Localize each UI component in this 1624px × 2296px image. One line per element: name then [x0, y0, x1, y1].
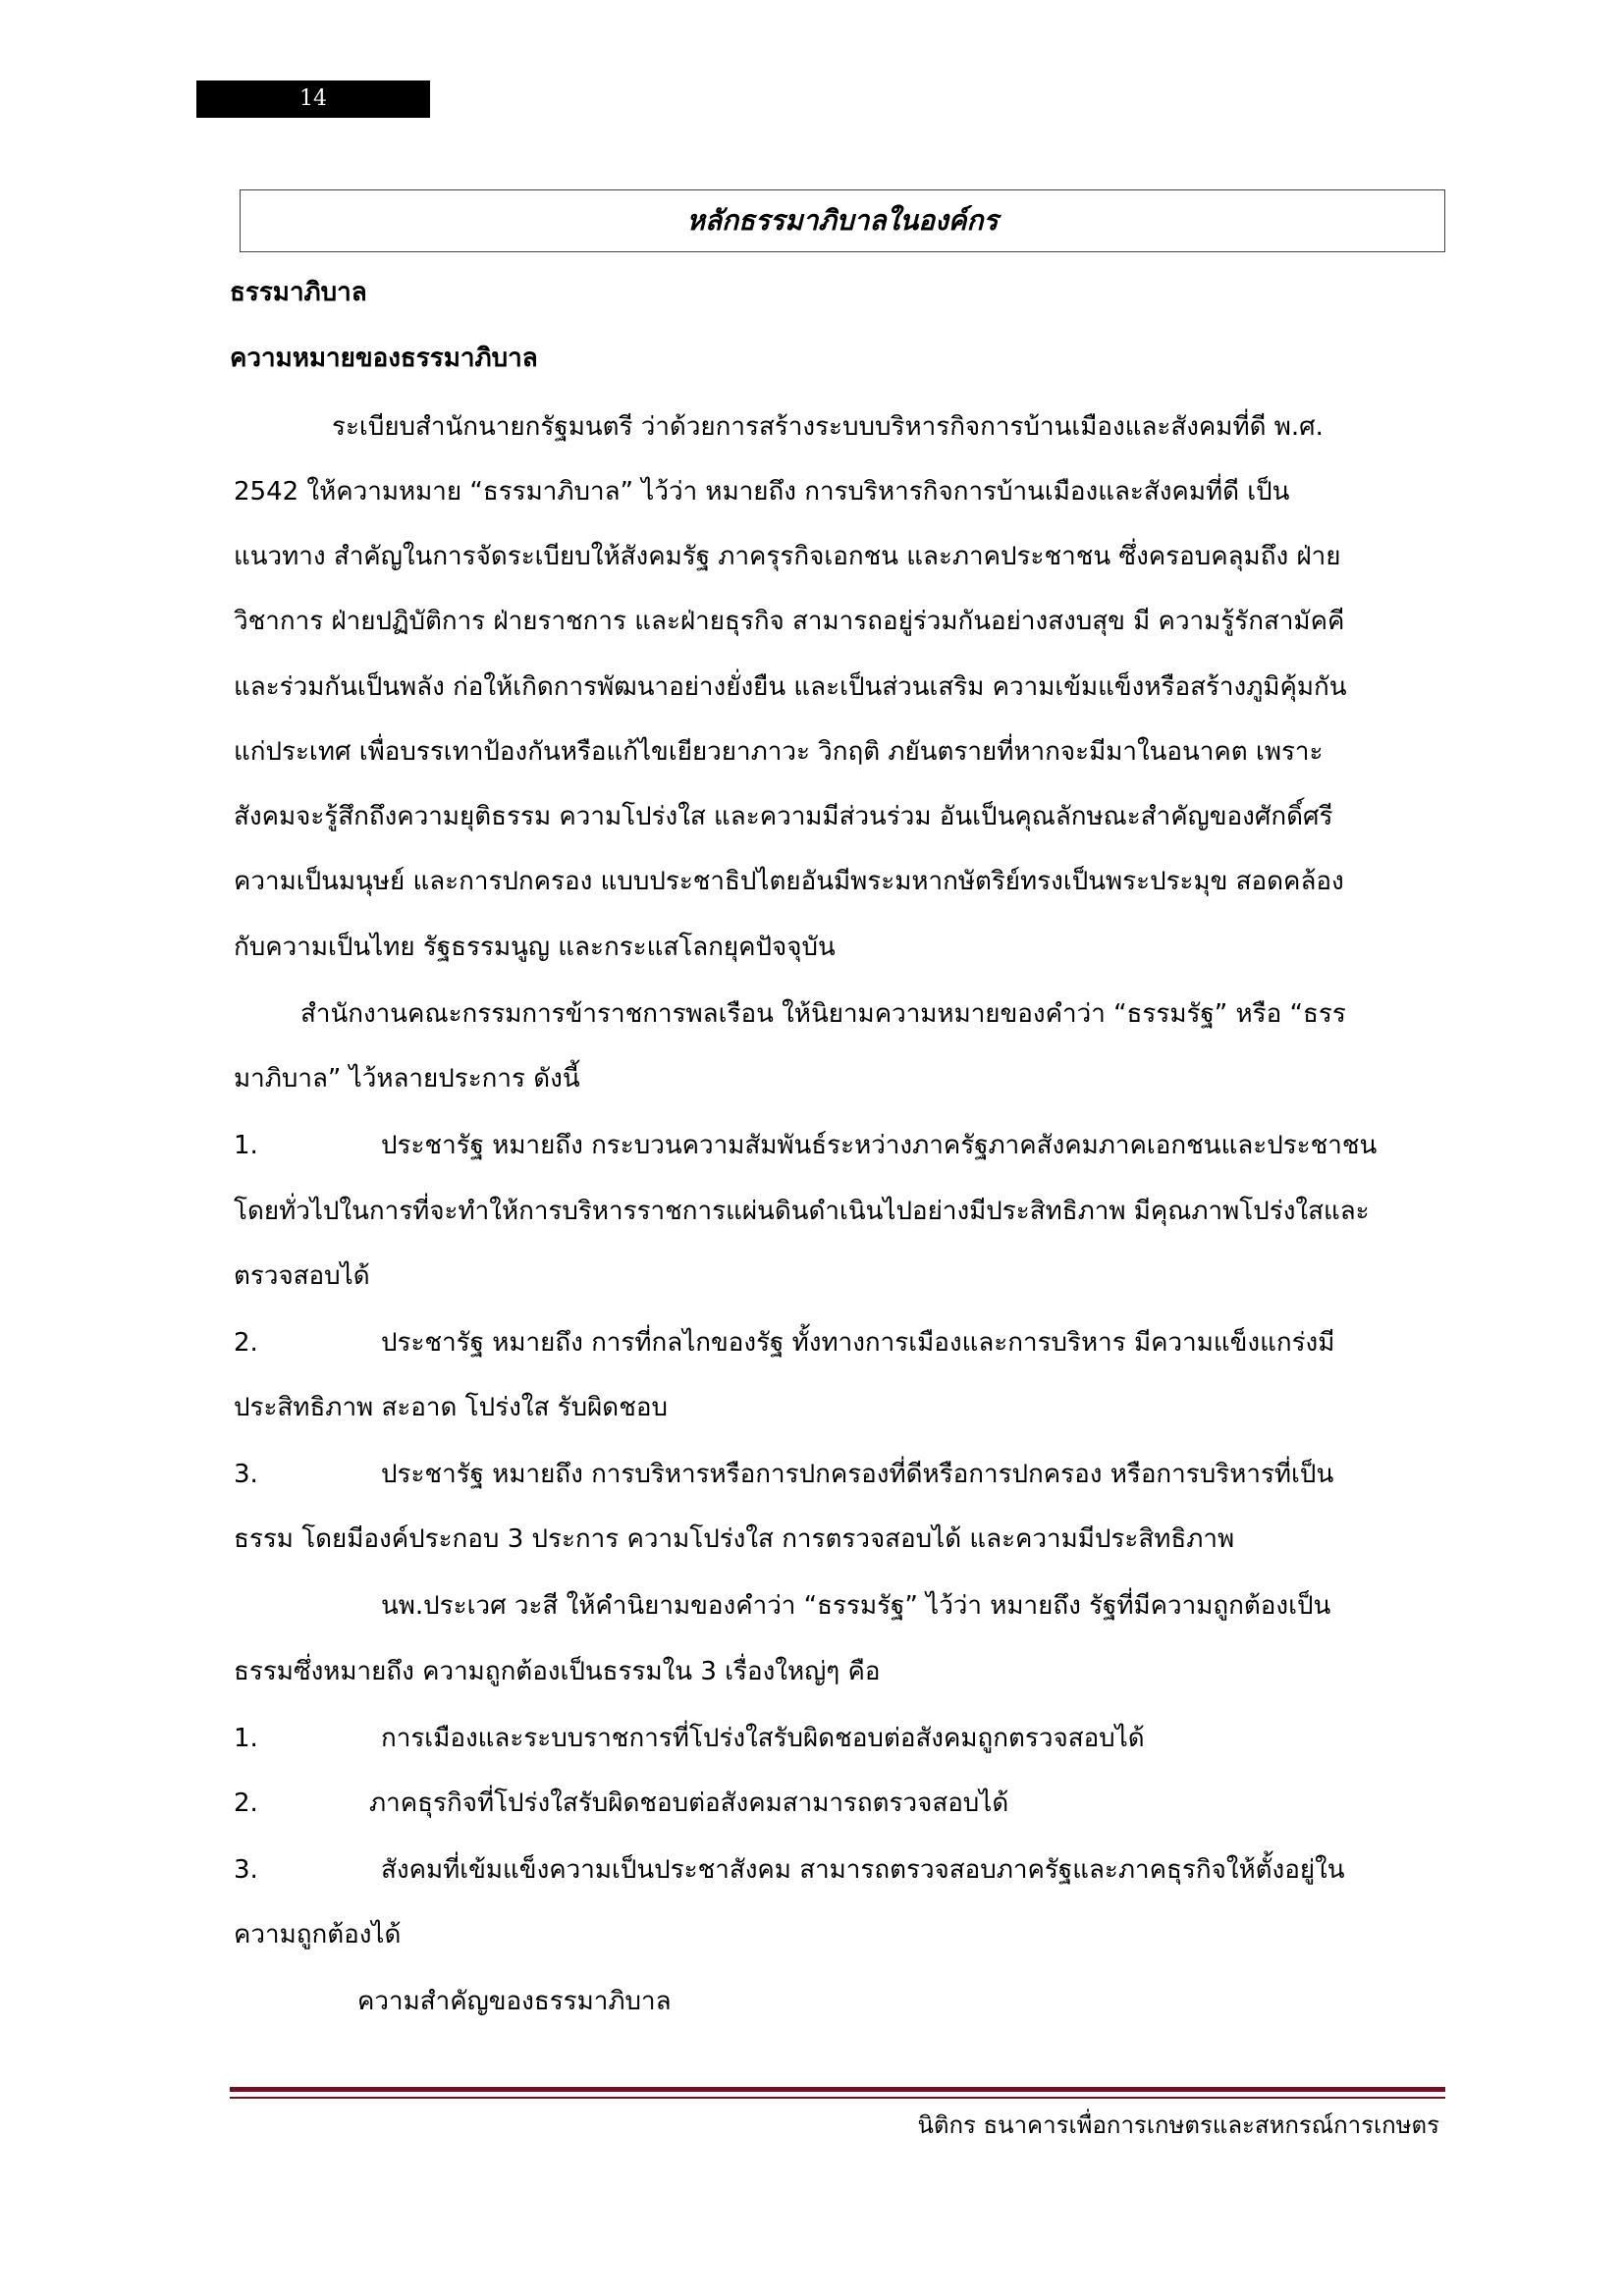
list-item-line: ภาคธุรกิจที่โปร่งใสรับผิดชอบต่อสังคมสามารถตรวจสอบได้ [369, 1789, 1009, 1818]
paragraph-line: นพ.ประเวศ วะสี ให้คำนิยามของคำว่า “ธรรมรัฐ” ไว้ว่า หมายถึง รัฐที่มีความถูกต้องเป็น [381, 1591, 1331, 1621]
heading-good-governance: ธรรมาภิบาล [230, 278, 367, 307]
list-item-line: ความถูกต้องได้ [234, 1920, 402, 1949]
paragraph-line: แก่ประเทศ เพื่อบรรเทาป้องกันหรือแก้ไขเยียวยาภาวะ วิกฤติ ภยันตรายที่หากจะมีมาในอนาคต เพราะ [234, 737, 1324, 767]
footer-rule-thin [230, 2097, 1445, 2099]
paragraph-line: ธรรมซึ่งหมายถึง ความถูกต้องเป็นธรรมใน 3 เรื่องใหญ่ๆ คือ [234, 1657, 881, 1686]
list-item-line: ประชารัฐ หมายถึง กระบวนความสัมพันธ์ระหว่างภาครัฐภาคสังคมภาคเอกชนและประชาชน [381, 1131, 1378, 1160]
paragraph-line: 2542 ให้ความหมาย “ธรรมาภิบาล” ไว้ว่า หมายถึง การบริหารกิจการบ้านเมืองและสังคมที่ดี เป็น [234, 477, 1290, 507]
list-item-line: ประสิทธิภาพ สะอาด โปร่งใส รับผิดชอบ [234, 1393, 668, 1422]
paragraph-line: สำนักงานคณะกรรมการข้าราชการพลเรือน ให้นิยามความหมายของคำว่า “ธรรมรัฐ” หรือ “ธรร [300, 999, 1346, 1029]
list-item-line: โดยทั่วไปในการที่จะทำให้การบริหารราชการแผ่นดินดำเนินไปอย่างมีประสิทธิภาพ มีคุณภาพโปร่งใสและ [234, 1197, 1370, 1226]
list-item-line: ประชารัฐ หมายถึง การบริหารหรือการปกครองที่ดีหรือการปกครอง หรือการบริหารที่เป็น [381, 1460, 1334, 1489]
paragraph-line: วิชาการ ฝ่ายปฏิบัติการ ฝ่ายราชการ และฝ่ายธุรกิจ สามารถอยู่ร่วมกันอย่างสงบสุข มี ความรู้รักสามัคคี [234, 607, 1345, 636]
list-item-line: การเมืองและระบบราชการที่โปร่งใสรับผิดชอบต่อสังคมถูกตรวจสอบได้ [381, 1724, 1145, 1753]
paragraph-line: กับความเป็นไทย รัฐธรรมนูญ และกระแสโลกยุคปัจจุบัน [234, 933, 836, 962]
paragraph-line: ระเบียบสำนักนายกรัฐมนตรี ว่าด้วยการสร้างระบบบริหารกิจการบ้านเมืองและสังคมที่ดี พ.ศ. [332, 412, 1324, 442]
list-item-line: ตรวจสอบได้ [234, 1261, 370, 1291]
paragraph-line: มาภิบาล” ไว้หลายประการ ดังนี้ [234, 1064, 580, 1094]
list-item-line: สังคมที่เข้มแข็งความเป็นประชาสังคม สามารถตรวจสอบภาครัฐและภาคธุรกิจให้ตั้งอยู่ใน [381, 1855, 1345, 1885]
list-item-line: ประชารัฐ หมายถึง การที่กลไกของรัฐ ทั้งทางการเมืองและการบริหาร มีความแข็งแกร่งมี [381, 1328, 1335, 1358]
list-number: 2. [234, 1328, 258, 1358]
list-number: 1. [234, 1724, 258, 1753]
section-title: หลักธรรมาภิบาลในองค์กร [240, 189, 1445, 252]
list-number: 1. [234, 1131, 258, 1160]
list-number: 3. [234, 1460, 258, 1489]
list-number: 2. [234, 1789, 258, 1818]
list-item-line: ธรรม โดยมีองค์ประกอบ 3 ประการ ความโปร่งใส การตรวจสอบได้ และความมีประสิทธิภาพ [234, 1524, 1235, 1554]
paragraph-line: ความเป็นมนุษย์ และการปกครอง แบบประชาธิปไตยอันมีพระมหากษัตริย์ทรงเป็นพระประมุข สอดคล้อง [234, 867, 1344, 896]
heading-meaning: ความหมายของธรรมาภิบาล [230, 344, 538, 373]
list-number: 3. [234, 1855, 258, 1885]
paragraph-line: และร่วมกันเป็นพลัง ก่อให้เกิดการพัฒนาอย่างยั่งยืน และเป็นส่วนเสริม ความเข้มแข็งหรือสร้างภูมิคุ้มกัน [234, 672, 1347, 702]
page-number: 14 [196, 80, 430, 118]
footer-rule [230, 2087, 1445, 2092]
footer-organization: นิติกร ธนาคารเพื่อการเกษตรและสหกรณ์การเกษตร [917, 2111, 1439, 2139]
paragraph-line: สังคมจะรู้สึกถึงความยุติธรรม ความโปร่งใส และความมีส่วนร่วม อันเป็นคุณลักษณะสำคัญของศักดิ์ศรี [234, 802, 1333, 831]
paragraph-line: แนวทาง สำคัญในการจัดระเบียบให้สังคมรัฐ ภาครุรกิจเอกชน และภาคประชาชน ซึ่งครอบคลุมถึง ฝ่าย [234, 542, 1341, 571]
subheading-importance: ความสำคัญของธรรมาภิบาล [357, 1987, 672, 2016]
